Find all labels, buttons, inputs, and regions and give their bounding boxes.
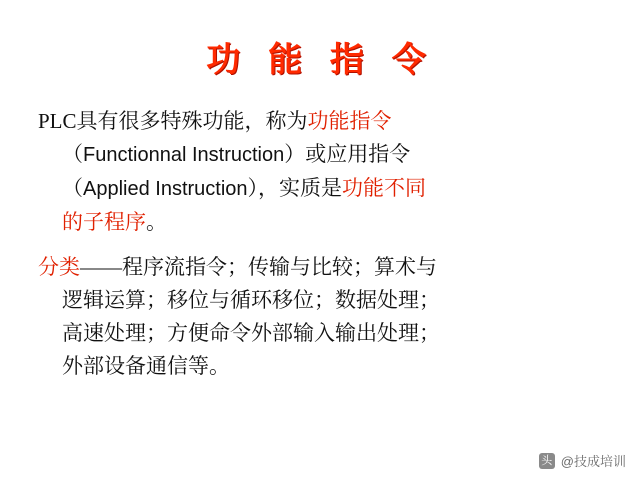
text-run: ——程序流指令；传输与比较；算术与	[80, 255, 437, 279]
paragraph-definition	[38, 105, 608, 239]
text-run: ）或应用指令	[284, 142, 411, 166]
text-run-latin: Applied Instruction	[83, 178, 248, 200]
paragraph-line	[38, 350, 608, 383]
text-run: 逻辑运算；移位与循环移位；数据处理；	[62, 288, 440, 312]
paragraph-line	[38, 138, 608, 172]
paragraph-classification	[38, 251, 608, 383]
text-run: （	[62, 142, 83, 166]
text-run: PLC具有很多特殊功能，称为	[38, 109, 308, 133]
text-run-highlight: 的子程序	[62, 210, 146, 234]
watermark	[539, 451, 626, 483]
watermark-label: @技成培训	[560, 454, 626, 469]
text-run: 高速处理；方便命令外部输入输出处理；	[62, 321, 440, 345]
text-run-highlight: 功能不同	[342, 176, 427, 200]
text-run-latin: Functionnal Instruction	[83, 144, 285, 166]
toutiao-logo-icon: 头条	[539, 453, 555, 469]
paragraph-line	[38, 317, 608, 350]
text-run-highlight: 分类	[38, 255, 80, 279]
text-run: ），实质是	[247, 176, 343, 200]
text-run: 。	[146, 210, 167, 234]
text-run: 外部设备通信等。	[62, 354, 230, 378]
paragraph-line	[38, 284, 608, 317]
paragraph-line	[38, 172, 608, 206]
page-title: 功 能 指 令	[206, 40, 434, 80]
paragraph-line	[38, 206, 608, 239]
text-run: （	[62, 176, 83, 200]
slide-body	[38, 105, 608, 389]
text-run-highlight: 功能指令	[307, 109, 392, 133]
